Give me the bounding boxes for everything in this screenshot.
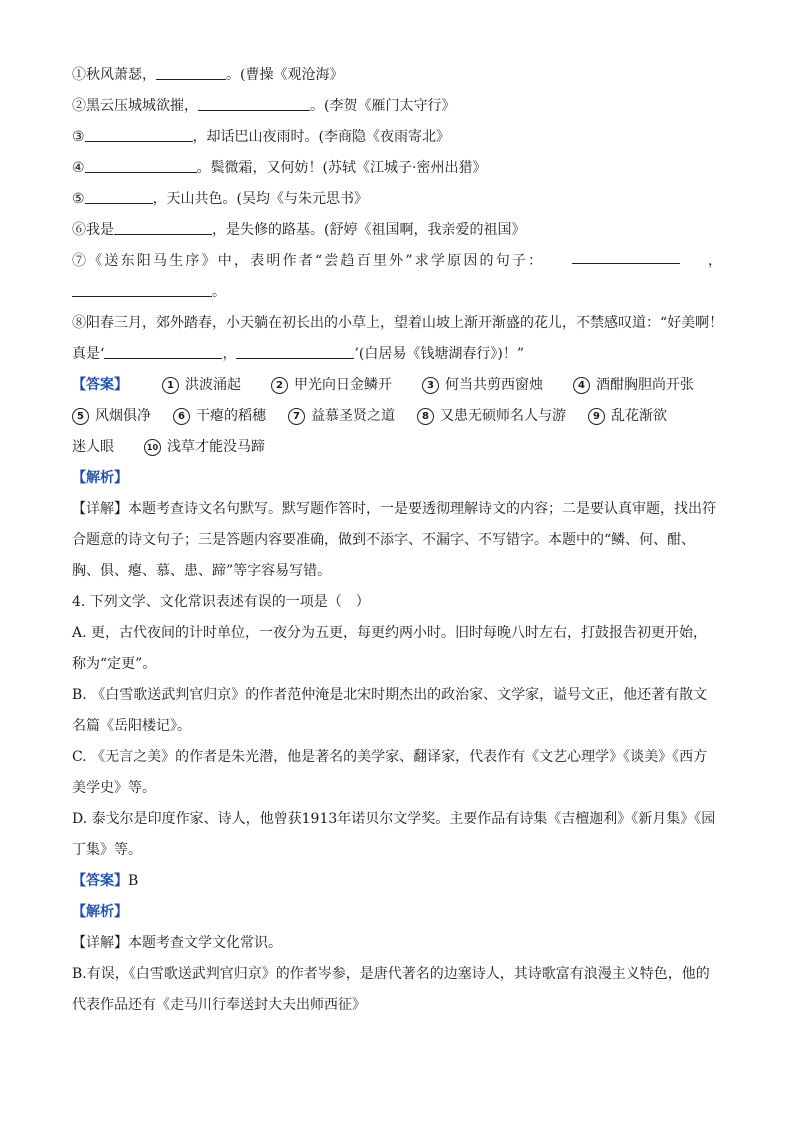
line-text: D. 泰戈尔是印度作家、诗人，他曾获1913年诺贝尔文学奖。主要作品有诗集《吉檀迦利》《新月集》《园 — [72, 811, 716, 827]
answer-3-row-3 — [72, 432, 722, 463]
line-text: ③ — [72, 129, 85, 145]
q4-option-a-2 — [72, 649, 722, 680]
answer-3-row-1 — [72, 370, 722, 401]
answer-text: 浅草才能没马蹄 — [167, 439, 265, 455]
item-number: 6 — [173, 408, 190, 425]
q3-line-2 — [72, 91, 722, 122]
line-text: 称为“定更”。 — [72, 656, 157, 672]
q3-line-7b — [72, 277, 722, 308]
analysis-3-line-1 — [72, 494, 722, 525]
q3-line-6 — [72, 215, 722, 246]
analysis-4-detail — [72, 928, 722, 959]
item-number: 4 — [573, 377, 590, 394]
q3-line-3 — [72, 122, 722, 153]
q3-line-5 — [72, 184, 722, 215]
answer-text: 酒酣胸胆尚开张 — [596, 377, 694, 393]
line-text: ⑥我是 — [72, 222, 114, 238]
q4-option-c-2 — [72, 773, 722, 804]
analysis-4-line-1 — [72, 959, 722, 990]
analysis-3-line-3 — [72, 556, 722, 587]
answer-text: 干瘪的稻穗 — [196, 408, 266, 424]
answer-item — [72, 401, 151, 432]
answer-item — [573, 370, 694, 401]
line-text: 。鬓微霜，又何妨！(苏轼《江城子·密州出猎》 — [196, 160, 487, 176]
item-number: 7 — [288, 408, 305, 425]
q4-option-b-2 — [72, 711, 722, 742]
answer-blank[interactable] — [236, 341, 354, 359]
line-text: ②黑云压城城欲摧， — [72, 98, 198, 114]
answer-item — [271, 370, 392, 401]
analysis-4-line-2 — [72, 990, 722, 1021]
detail-tag: 【详解】 — [72, 501, 128, 517]
item-number: 3 — [422, 377, 439, 394]
line-text: 真是‘ — [72, 346, 105, 362]
line-text: 美学史》等。 — [72, 780, 156, 796]
q3-line-1 — [72, 60, 722, 91]
item-number: 9 — [588, 408, 605, 425]
answer-item — [162, 370, 241, 401]
answer-text: 乱花渐欲 — [611, 408, 667, 424]
q4-stem — [72, 587, 722, 618]
answer-label: 【答案】 — [72, 873, 128, 889]
line-text: ④ — [72, 160, 85, 176]
line-text: ⑤ — [72, 191, 85, 207]
line-text: 4. 下列文学、文化常识表述有误的一项是（ ） — [72, 594, 370, 610]
q3-line-8b — [72, 339, 722, 370]
line-text: ，却话巴山夜雨时。(李商隐《夜雨寄北》 — [192, 129, 451, 145]
item-number: 1 — [162, 377, 179, 394]
answer-blank[interactable] — [85, 186, 153, 204]
answer-4-row — [72, 866, 722, 897]
answer-item — [288, 401, 395, 432]
answer-item — [588, 401, 667, 432]
item-number: 2 — [271, 377, 288, 394]
line-text: 。(李贺《雁门太守行》 — [310, 98, 456, 114]
line-text: 胸、俱、瘪、慕、患、蹄”等字容易写错。 — [72, 563, 332, 579]
line-text: ，天山共色。(吴均《与朱元思书》 — [152, 191, 369, 207]
answer-blank[interactable] — [572, 246, 680, 264]
answer-blank[interactable] — [72, 279, 212, 297]
answer-item — [144, 432, 265, 463]
answer-blank[interactable] — [85, 124, 193, 142]
answer-item — [422, 370, 543, 401]
answer-text: 又患无硕师名人与游 — [440, 408, 566, 424]
line-text: ①秋风萧瑟， — [72, 67, 156, 83]
analysis-4-label-row — [72, 897, 722, 928]
line-text: ⑦《送东阳马生序》中，表明作者“尝趋百里外”求学原因的句子： — [72, 253, 545, 269]
answer-label: 【答案】 — [72, 377, 128, 393]
q4-option-a-1 — [72, 618, 722, 649]
line-text: ， — [707, 253, 722, 269]
line-text: B. 《白雪歌送武判官归京》的作者范仲淹是北宋时期杰出的政治家、文学家，谥号文正，他还著有散文 — [72, 687, 708, 703]
line-text: ， — [222, 346, 237, 362]
line-text: 本题考查诗文名句默写。默写题作答时，一是要透彻理解诗文的内容；二是要认真审题，找出符 — [128, 501, 716, 517]
line-text: 。 — [212, 284, 226, 300]
q4-option-c-1 — [72, 742, 722, 773]
answer-text: 迷人眼 — [72, 439, 114, 455]
analysis-label: 【解析】 — [72, 470, 128, 486]
line-text: 代表作品还有《走马川行奉送封大夫出师西征》 — [72, 997, 366, 1013]
item-number: 10 — [144, 439, 161, 456]
answer-text: 洪波涌起 — [185, 377, 241, 393]
line-text: B.有误，《白雪歌送武判官归京》的作者岑参，是唐代著名的边塞诗人，其诗歌富有浪漫主义特色，他的 — [72, 966, 710, 982]
line-text: A. 更，古代夜间的计时单位，一夜分为五更，每更约两小时。旧时每晚八时左右，打鼓报告初更开始， — [72, 625, 708, 641]
line-text: ’(白居易《钱塘湖春行》)！” — [354, 346, 524, 362]
line-text: ，是失修的路基。(舒婷《祖国啊，我亲爱的祖国》 — [212, 222, 526, 238]
answer-item — [417, 401, 566, 432]
line-text: 丁集》等。 — [72, 842, 142, 858]
q3-line-8 — [72, 308, 722, 339]
q3-line-7 — [72, 246, 722, 277]
answer-blank[interactable] — [156, 62, 226, 80]
answer-text: 益慕圣贤之道 — [311, 408, 395, 424]
answer-blank[interactable] — [85, 155, 197, 173]
q4-option-b-1 — [72, 680, 722, 711]
answer-3-row-2 — [72, 401, 722, 432]
answer-text: 风烟俱净 — [95, 408, 151, 424]
q4-option-d-2 — [72, 835, 722, 866]
line-text: 本题考查文学文化常识。 — [128, 935, 282, 951]
item-number: 5 — [72, 408, 89, 425]
q3-line-4 — [72, 153, 722, 184]
answer-text: 何当共剪西窗烛 — [445, 377, 543, 393]
answer-blank[interactable] — [114, 217, 212, 235]
answer-blank[interactable] — [104, 341, 222, 359]
line-text: 。(曹操《观沧海》 — [226, 67, 344, 83]
line-text: 合题意的诗文句子；三是答题内容要准确，做到不添字、不漏字、不写错字。本题中的“鳞、何、酣、 — [72, 532, 696, 548]
document-page — [72, 60, 722, 1021]
line-text: ⑧阳春三月，郊外踏春，小天躺在初长出的小草上，望着山坡上渐开渐盛的花儿，不禁感叹道：“好美啊！ — [72, 315, 724, 331]
answer-blank[interactable] — [198, 93, 310, 111]
line-text: C. 《无言之美》的作者是朱光潜，他是著名的美学家、翻译家，代表作有《文艺心理学》《谈美》《西方 — [72, 749, 708, 765]
line-text: 名篇《岳阳楼记》。 — [72, 718, 191, 734]
analysis-label: 【解析】 — [72, 904, 128, 920]
q4-option-d-1 — [72, 804, 722, 835]
analysis-3-label-row — [72, 463, 722, 494]
item-number: 8 — [417, 408, 434, 425]
answer-item — [173, 401, 266, 432]
analysis-3-line-2 — [72, 525, 722, 556]
answer-value: B — [128, 873, 139, 889]
detail-tag: 【详解】 — [72, 935, 128, 951]
answer-text: 甲光向日金鳞开 — [294, 377, 392, 393]
